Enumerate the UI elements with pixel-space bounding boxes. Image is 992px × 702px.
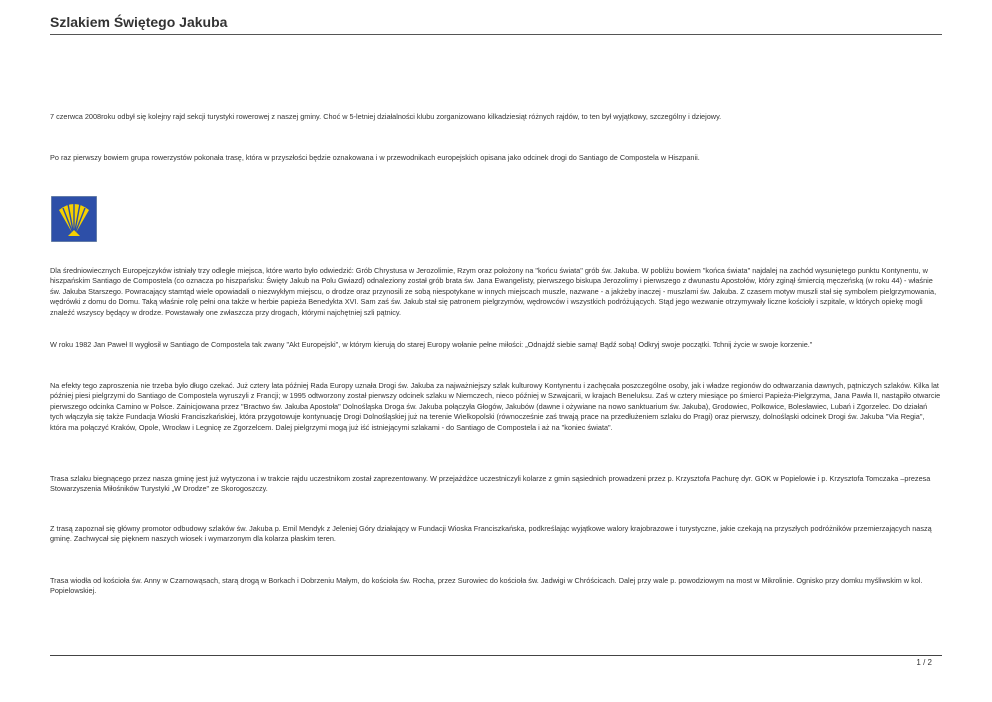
paragraph: Z trasą zapoznał się główny promotor odbudowy szlaków św. Jakuba p. Emil Mendyk z Jeleniej Góry działający w Fundacji Wioska Franciszkańska, podkreślając wyjątkowe walory krajobrazowe i turystyczne, jakie czekają na przyszłych podróżników przemierzających naszą gminę. Zachwycał się pięknem naszych wiosek i wymarzonym dla kolarza płaskim teren. — [50, 524, 932, 544]
title-divider — [50, 34, 942, 35]
paragraph: W roku 1982 Jan Paweł II wygłosił w Santiago de Compostela tak zwany "Akt Europejski", w którym kierują do starej Europy wołanie pełne miłości: „Odnajdź siebie samą! Bądź sobą! Odkryj swoje początki. Tchnij życie w swoje korzenie." — [50, 340, 813, 349]
page-title: Szlakiem Świętego Jakuba — [50, 14, 228, 30]
paragraph: 7 czerwca 2008roku odbył się kolejny rajd sekcji turystyki rowerowej z naszej gminy. Choć w 5-letniej działalności klubu zorganizowano kilkadziesiąt różnych rajdów, to ten był wyjątkowy, szczególny i dziejowy. — [50, 112, 722, 121]
scallop-shell-icon — [51, 196, 97, 242]
footer-divider — [50, 655, 942, 656]
paragraph: Dla średniowiecznych Europejczyków istniały trzy odległe miejsca, które warto było odwiedzić: Grób Chrystusa w Jerozolimie, Rzym oraz położony na "końcu świata" grób św. Jakuba. W pobliżu bowiem "końca świata" najdalej na zachód wysuniętego punktu Kontynentu, w hiszpańskim Santiago de Compostela (co oznacza po hiszpańsku: Święty Jakub na Polu Gwiazd) odnaleziony został grób brata św. Jana Ewangelisty, pierwszego biskupa Jerozolimy i pierwszego z dwunastu Apostołów, który zginął śmiercią męczeńską (w roku 44) - właśnie św. Jakuba Starszego. Powracający stamtąd wiele opowiadali o niezwykłym miejscu, o drodze oraz przynosili ze sobą niespotykane w innych miejscach muszle, nazwane - a jakżeby inaczej - muszlami św. Jakuba. Z czasem motyw muszli stał się symbolem pielgrzymowania, wędrówki z domu do Domu. Taką właśnie rolę pełni ona także w herbie papieża Benedykta XVI. Sam zaś św. Jakub stał się patronem pielgrzymów, wędrowców i wszystkich podróżujących. Stąd jego wezwanie otrzymywały liczne kościoły i szpitale, w których opiekę mogli znaleźć wszyscy będący w drodze. Powstawały one zwłaszcza przy drogach, którymi najchętniej szli pątnicy. — [50, 266, 937, 317]
page-number: 1 / 2 — [916, 658, 932, 667]
paragraph: Po raz pierwszy bowiem grupa rowerzystów pokonała trasę, która w przyszłości będzie oznakowana i w przewodnikach europejskich opisana jako odcinek drogi do Santiago de Compostela w Hiszpanii. — [50, 153, 700, 162]
paragraph: Trasa szlaku biegnącego przez nasza gminę jest już wytyczona i w trakcie rajdu uczestnikom został zaprezentowany. W przejażdżce uczestniczyli kolarze z gmin sąsiednich prowadzeni przez p. Krzysztofa Pachurę dyr. GOK w Popielowie i p. Krzysztofa Tomczaka –prezesa Stowarzyszenia Miłośników Turystyki „W Drodze" ze Skorogoszczy. — [50, 474, 931, 494]
paragraph: Na efekty tego zaproszenia nie trzeba było długo czekać. Już cztery lata później Rada Europy uznała Drogi św. Jakuba za najważniejszy szlak kulturowy Kontynentu i zachęcała poszczególne osoby, jak i władze regionów do odtwarzania dawnych, pątniczych szlaków. Kilka lat później piesi pielgrzymi do Santiago de Compostela wyruszyli z Francji; w 1995 odtworzony został pierwszy odcinek szlaku w Niemczech, nieco później w Szwajcarii, w krajach Beneluksu. Zaś w cztery miesiące po śmierci Papieża-Pielgrzyma, Jana Pawła II, nastąpiło otwarcie pierwszego odcinka Camino w Polsce. Zainicjowana przez "Bractwo św. Jakuba Apostoła" Dolnośląska Droga św. Jakuba połączyła Głogów, Jakubów (dawne i ożywiane na nowo sanktuarium św. Jakuba), Grodowiec, Polkowice, Bolesławiec, Lubań i Zgorzelec. Do działań tych włączyła się także Fundacja Wioski Franciszkańskiej, która przygotowuje kontynuację Drogi Dolnośląskiej już na terenie Wielkopolski (równocześnie zaś trwają prace na przedłużeniem szlaku do Pragi) oraz pierwszy, dolnośląski odcinek Drogi św. Jakuba "Via Regia", która ma połączyć Kraków, Opole, Wrocław i Legnicę ze Zgorzelcem. Dalej pielgrzymi mogą już iść istniejącymi szlakami - do Santiago de Compostela i aż na "koniec świata". — [50, 381, 941, 432]
paragraph: Trasa wiodła od kościoła św. Anny w Czarnowąsach, starą drogą w Borkach i Dobrzeniu Małym, do kościoła św. Rocha, przez Surowiec do kościoła św. Jadwigi w Chróścicach. Dalej przy wale p. powodziowym na most w Mikrolinie. Ognisko przy domku myśliwskim w kol. Popielowskiej. — [50, 576, 923, 596]
